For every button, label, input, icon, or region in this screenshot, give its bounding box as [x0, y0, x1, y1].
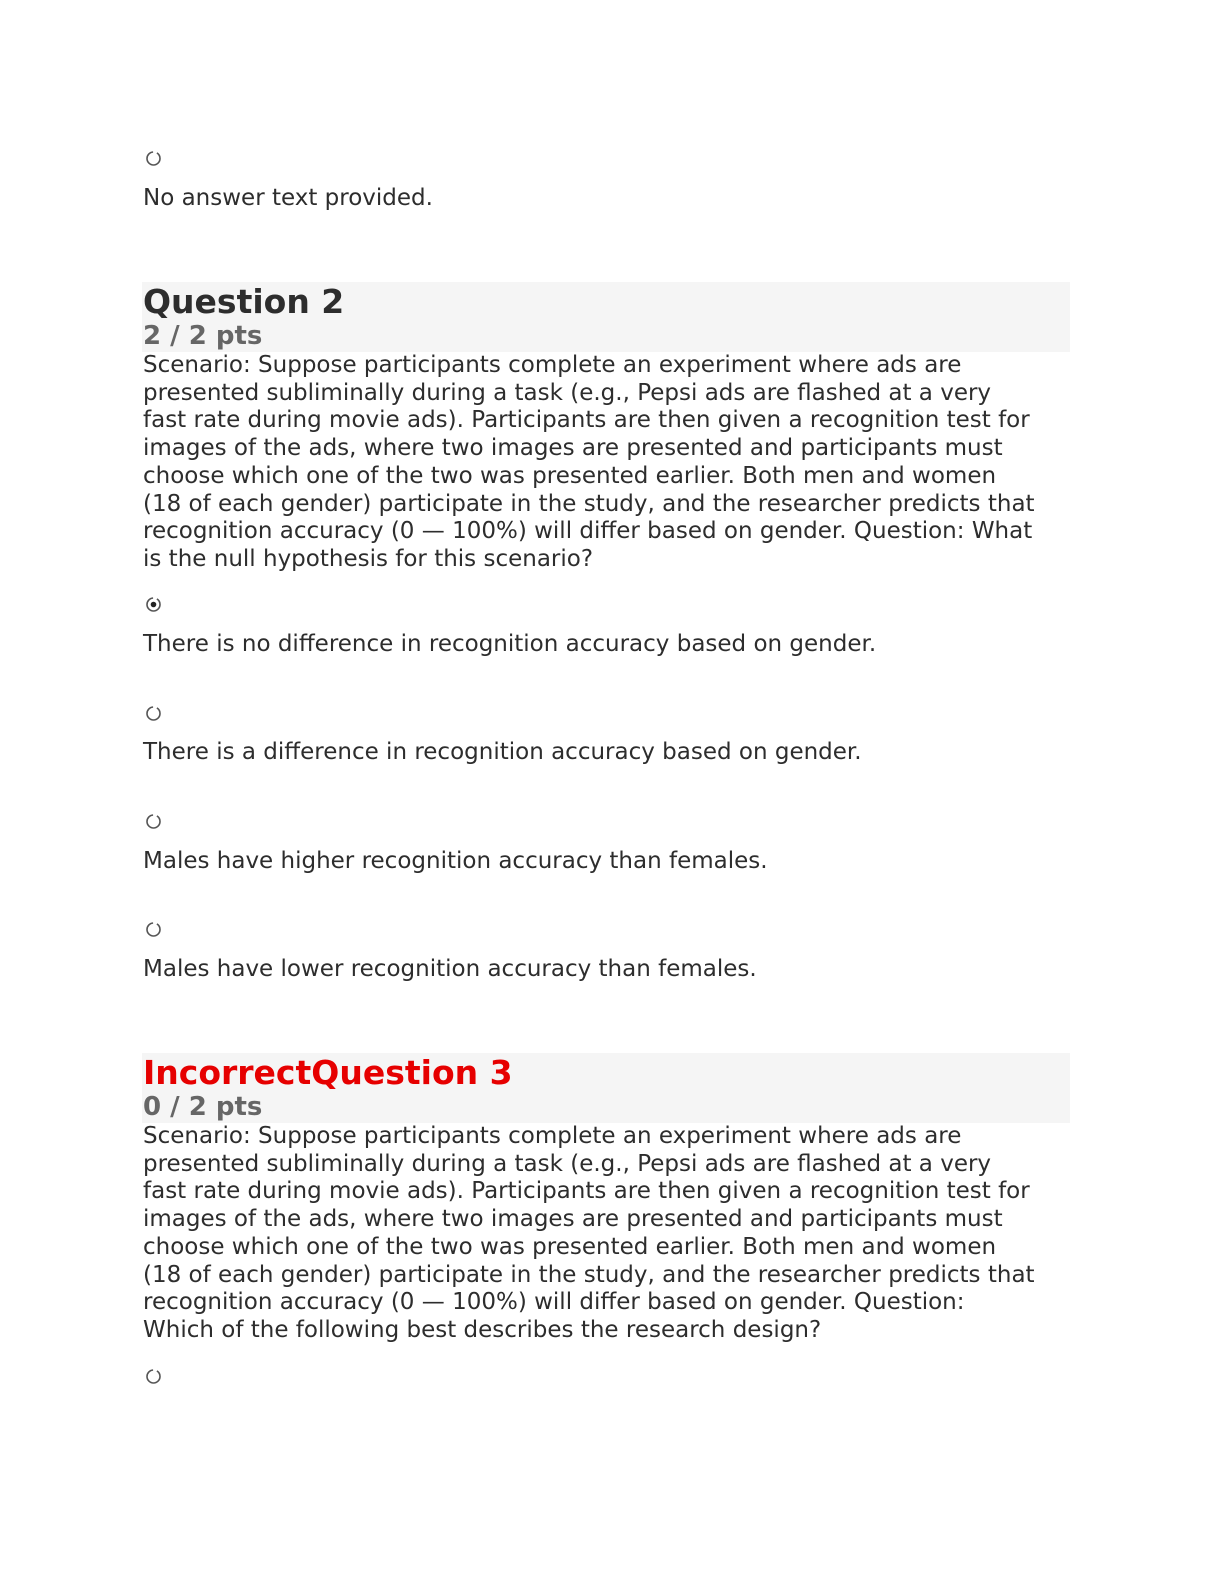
- question-3-points: 0 / 2 pts: [143, 1092, 263, 1122]
- question-text-line: presented subliminally during a task (e.g., Pepsi ads are flashed at a very: [143, 379, 992, 406]
- question-text-line: choose which one of the two was presented earlier. Both men and women: [143, 462, 997, 489]
- answer-text: There is no difference in recognition accuracy based on gender.: [143, 631, 877, 657]
- question-3-header: [142, 1053, 1070, 1123]
- question-3-title: [143, 1053, 513, 1093]
- question-text-line: fast rate during movie ads). Participants are then given a recognition test for: [143, 1178, 1030, 1205]
- question-text-line: Scenario: Suppose participants complete an experiment where ads are: [143, 1123, 962, 1149]
- answer-text: Males have higher recognition accuracy than females.: [143, 848, 768, 874]
- question-2-points: 2 / 2 pts: [143, 321, 263, 351]
- question-text-line: Which of the following best describes the research design?: [143, 1316, 822, 1343]
- answer-text: There is a difference in recognition accuracy based on gender.: [143, 739, 862, 765]
- answer-text: No answer text provided.: [143, 185, 433, 211]
- question-text-line: choose which one of the two was presented earlier. Both men and women: [143, 1233, 997, 1260]
- answer-radio-unselected-icon[interactable]: [145, 150, 162, 167]
- question-text-line: fast rate during movie ads). Participants are then given a recognition test for: [143, 407, 1030, 434]
- question-text-line: recognition accuracy (0 — 100%) will differ based on gender. Question: What: [143, 518, 1033, 545]
- question-text-line: is the null hypothesis for this scenario?: [143, 545, 594, 572]
- question-2-header: [142, 282, 1070, 352]
- answer-radio-unselected-icon[interactable]: [145, 921, 162, 938]
- answer-radio-unselected-icon[interactable]: [145, 705, 162, 722]
- answer-radio-selected-icon[interactable]: [145, 596, 162, 613]
- question-text-line: Scenario: Suppose participants complete an experiment where ads are: [143, 352, 962, 378]
- answer-radio-unselected-icon[interactable]: [145, 813, 162, 830]
- question-text-line: presented subliminally during a task (e.g., Pepsi ads are flashed at a very: [143, 1150, 992, 1177]
- question-text-line: images of the ads, where two images are presented and participants must: [143, 435, 1003, 462]
- question-2-title: Question 2: [143, 282, 345, 321]
- question-text-line: (18 of each gender) participate in the study, and the researcher predicts that: [143, 490, 1035, 517]
- answer-text: Males have lower recognition accuracy than females.: [143, 956, 757, 982]
- question-text-line: recognition accuracy (0 — 100%) will differ based on gender. Question:: [143, 1289, 965, 1316]
- question-3-text: [143, 1123, 1073, 1345]
- answer-radio-unselected-icon[interactable]: [145, 1368, 162, 1385]
- question-2-text: [143, 352, 1073, 574]
- question-text-line: images of the ads, where two images are presented and participants must: [143, 1206, 1003, 1233]
- incorrect-status: Incorrect: [143, 1053, 312, 1092]
- question-text-line: (18 of each gender) participate in the study, and the researcher predicts that: [143, 1261, 1035, 1288]
- question-3-number: Question 3: [311, 1053, 513, 1092]
